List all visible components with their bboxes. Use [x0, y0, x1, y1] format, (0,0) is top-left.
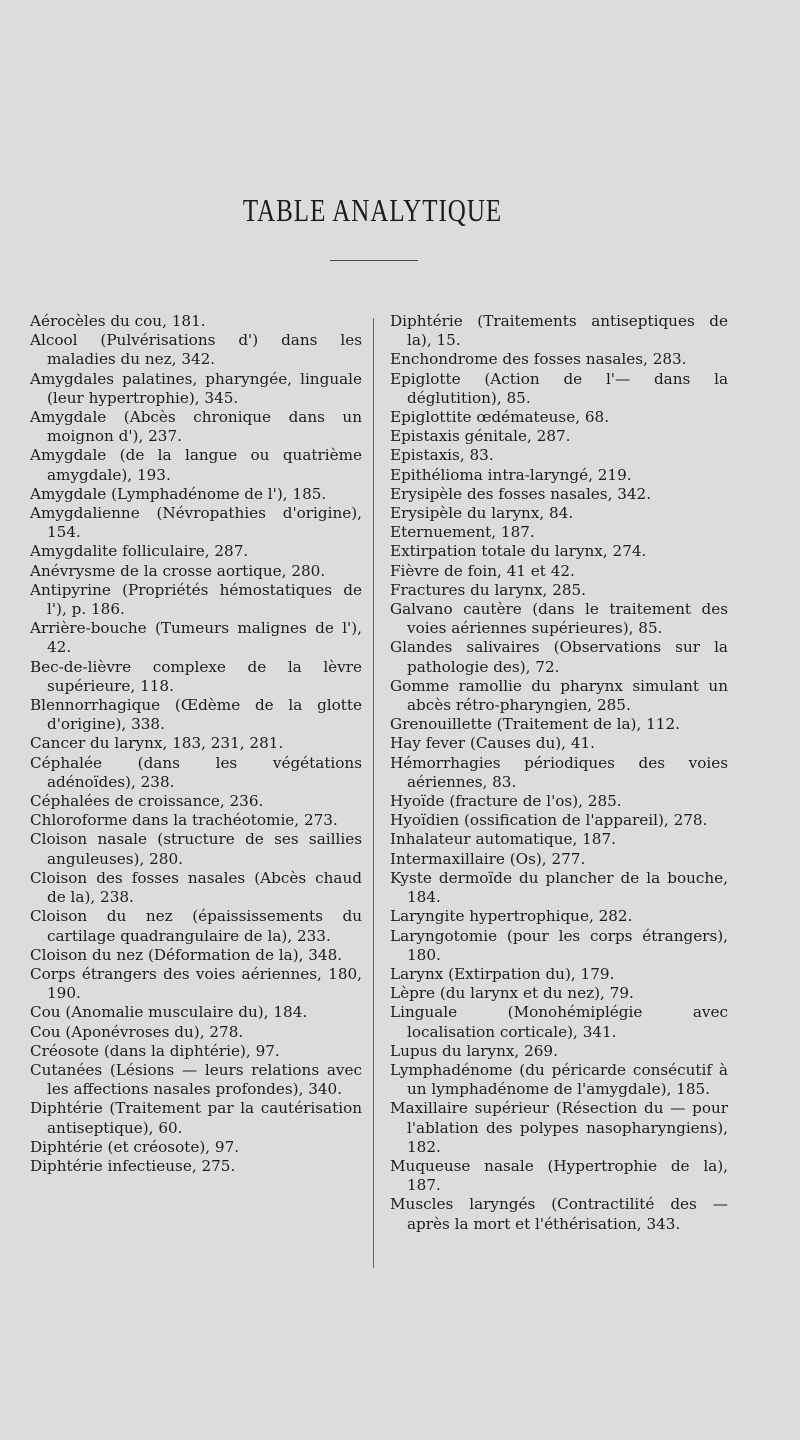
index-entry: Alcool (Pulvérisations d') dans les maladies du nez, 342.	[30, 331, 362, 369]
index-entry: Hémorrhagies périodiques des voies aériennes, 83.	[390, 753, 728, 791]
index-entry: Larynx (Extirpation du), 179.	[390, 964, 615, 983]
index-entry: Céphalée (dans les végétations adénoïdes), 238.	[30, 753, 362, 791]
index-entry: Muqueuse nasale (Hypertrophie de la), 187.	[390, 1156, 728, 1195]
index-entry: Epistaxis, 83.	[390, 446, 494, 465]
index-entry: Céphalées de croissance, 236.	[30, 792, 264, 811]
index-entry: Lupus du larynx, 269.	[390, 1041, 558, 1060]
index-entry: Grenouillette (Traitement de la), 112.	[390, 715, 680, 734]
index-entry: Cou (Aponévroses du), 278.	[30, 1022, 244, 1041]
index-entry: Chloroforme dans la trachéotomie, 273.	[30, 811, 338, 830]
index-entry: Bec-de-lièvre complexe de la lèvre supérieure, 118.	[30, 657, 362, 695]
index-entry: Linguale (Monohémiplégie avec localisation corticale), 341.	[390, 1003, 728, 1041]
index-entry: Epiglottite œdémateuse, 68.	[390, 408, 610, 427]
title-rule	[330, 260, 418, 261]
index-entry: Amygdalienne (Névropathies d'origine), 154.	[30, 504, 362, 542]
index-entry: Epiglotte (Action de l'— dans la déglutition), 85.	[390, 369, 728, 407]
index-entry: Laryngite hypertrophique, 282.	[390, 907, 633, 926]
index-entry: Erysipèle des fosses nasales, 342.	[390, 484, 652, 503]
index-entry: Fractures du larynx, 285.	[390, 580, 587, 599]
index-entry: Cloison du nez (Déformation de la), 348.	[30, 945, 343, 964]
index-entry: Erysipèle du larynx, 84.	[390, 504, 574, 523]
index-column-left	[30, 312, 362, 1176]
column-divider	[373, 318, 374, 1268]
index-entry: Fièvre de foin, 41 et 42.	[390, 561, 575, 580]
index-entry: Arrière-bouche (Tumeurs malignes de l'), 42.	[30, 619, 362, 657]
index-entry: Cloison nasale (structure de ses saillies anguleuses), 280.	[30, 830, 362, 868]
index-entry: Inhalateur automatique, 187.	[390, 830, 616, 849]
index-entry: Diphtérie infectieuse, 275.	[30, 1156, 236, 1175]
index-entry: Galvano cautère (dans le traitement des voies aériennes supérieures), 85.	[390, 600, 728, 638]
index-entry: Eternuement, 187.	[390, 523, 535, 542]
index-entry: Cloison du nez (épaississements du cartilage quadrangulaire de la), 233.	[30, 907, 362, 945]
index-entry: Cou (Anomalie musculaire du), 184.	[30, 1003, 308, 1022]
index-entry: Epistaxis génitale, 287.	[390, 427, 571, 446]
index-entry: Lymphadénome (du péricarde consécutif à un lymphadénome de l'amygdale), 185.	[390, 1060, 728, 1099]
index-entry: Corps étrangers des voies aériennes, 180, 190.	[30, 964, 362, 1003]
index-column-right	[390, 312, 728, 1234]
index-entry: Hyoïde (fracture de l'os), 285.	[390, 792, 622, 811]
index-entry: Hay fever (Causes du), 41.	[390, 734, 595, 753]
index-entry: Kyste dermoïde du plancher de la bouche, 184.	[390, 868, 728, 907]
index-entry: Extirpation totale du larynx, 274.	[390, 542, 647, 561]
index-entry: Lèpre (du larynx et du nez), 79.	[390, 984, 634, 1003]
index-entry: Hyoïdien (ossification de l'appareil), 278.	[390, 811, 708, 830]
index-entry: Amygdale (de la langue ou quatrième amygdale), 193.	[30, 446, 362, 484]
index-entry: Muscles laryngés (Contractilité des — après la mort et l'éthérisation, 343.	[390, 1195, 728, 1233]
index-entry: Maxillaire supérieur (Résection du — pour l'ablation des polypes nasopharyngiens), 182.	[390, 1099, 728, 1156]
index-entry: Amygdale (Abcès chronique dans un moignon d'), 237.	[30, 408, 362, 446]
index-entry: Amygdale (Lymphadénome de l'), 185.	[30, 484, 327, 503]
index-entry: Enchondrome des fosses nasales, 283.	[390, 350, 687, 369]
index-entry: Epithélioma intra-laryngé, 219.	[390, 465, 632, 484]
index-entry: Gomme ramollie du pharynx simulant un abcès rétro-pharyngien, 285.	[390, 676, 728, 715]
index-entry: Diphtérie (Traitements antiseptiques de la), 15.	[390, 312, 728, 350]
index-entry: Laryngotomie (pour les corps étrangers), 180.	[390, 926, 728, 964]
index-entry: Cancer du larynx, 183, 231, 281.	[30, 734, 284, 753]
index-entry: Anévrysme de la crosse aortique, 280.	[30, 561, 326, 580]
index-entry: Blennorrhagique (Œdème de la glotte d'origine), 338.	[30, 696, 362, 734]
index-entry: Glandes salivaires (Observations sur la pathologie des), 72.	[390, 638, 728, 676]
index-entry: Antipyrine (Propriétés hémostatiques de l'), p. 186.	[30, 580, 362, 619]
index-entry: Créosote (dans la diphtérie), 97.	[30, 1041, 280, 1060]
index-entry: Aérocèles du cou, 181.	[30, 312, 206, 330]
index-entry: Intermaxillaire (Os), 277.	[390, 849, 586, 868]
index-entry: Diphtérie (Traitement par la cautérisation antiseptique), 60.	[30, 1099, 362, 1137]
index-entry: Cutanées (Lésions — leurs relations avec les affections nasales profondes), 340.	[30, 1060, 362, 1099]
index-entry: Cloison des fosses nasales (Abcès chaud de la), 238.	[30, 868, 362, 907]
index-entry: Amygdalite folliculaire, 287.	[30, 542, 249, 561]
index-entry: Diphtérie (et créosote), 97.	[30, 1137, 240, 1156]
page-title: TABLE ANALYTIQUE	[242, 194, 503, 229]
index-entry: Amygdales palatines, pharyngée, linguale (leur hypertrophie), 345.	[30, 369, 362, 407]
